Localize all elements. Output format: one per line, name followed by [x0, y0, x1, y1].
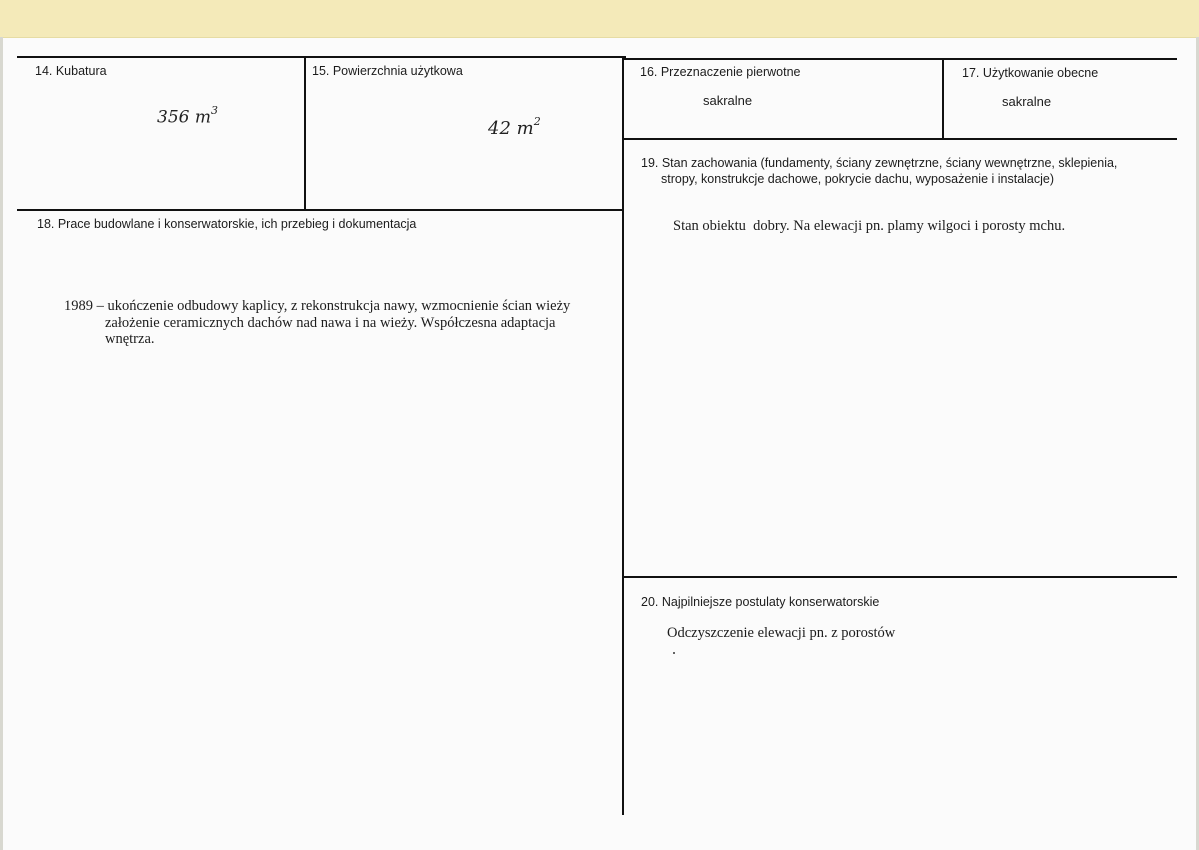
field-15-label: 15. Powierzchnia użytkowa [312, 64, 463, 78]
field-18-line-3: wnętrza. [105, 331, 155, 347]
field-19-label-line-2: stropy, konstrukcje dachowe, pokrycie dachu, wyposażenie i instalacje) [661, 172, 1055, 186]
field-14-number: 356 m [157, 107, 211, 128]
field-18-line-1: 1989 – ukończenie odbudowy kaplicy, z rekonstrukcja nawy, wzmocnienie ścian wieży [64, 298, 571, 314]
field-20-value: Odczyszczenie elewacji pn. z porostów [667, 625, 896, 641]
divider-16-17 [942, 59, 944, 139]
scan-left-edge [0, 37, 3, 850]
field-15-number: 42 m [488, 118, 534, 139]
top-border-left [17, 56, 626, 58]
field-16-value: sakralne [703, 93, 753, 108]
stray-dot-mark [673, 652, 675, 654]
row-divider-right-top [624, 138, 1177, 140]
top-tape-strip [0, 0, 1199, 38]
field-14-value [157, 106, 218, 128]
field-18-label: 18. Prace budowlane i konserwatorskie, ich przebieg i dokumentacja [37, 217, 417, 231]
field-17-label: 17. Użytkowanie obecne [962, 66, 1099, 80]
row-divider-left [17, 209, 624, 211]
field-19-value: Stan obiektu dobry. Na elewacji pn. plamy wilgoci i porosty mchu. [673, 218, 1066, 234]
field-15-unit-exponent: 2 [533, 115, 541, 128]
row-divider-right-bottom [624, 576, 1177, 578]
field-15-value [488, 117, 541, 139]
field-19-label-line-1: 19. Stan zachowania (fundamenty, ściany zewnętrzne, ściany wewnętrzne, sklepienia, [641, 156, 1118, 170]
top-border-right [624, 58, 1177, 60]
center-divider [622, 57, 624, 815]
field-20-label: 20. Najpilniejsze postulaty konserwatorskie [641, 595, 880, 609]
field-14-label: 14. Kubatura [35, 64, 107, 78]
divider-14-15 [304, 57, 306, 210]
field-14-unit-exponent: 3 [210, 104, 218, 117]
field-18-line-2: założenie ceramicznych dachów nad nawa i na wieży. Współczesna adaptacja [105, 315, 556, 331]
field-16-label: 16. Przeznaczenie pierwotne [640, 65, 801, 79]
field-17-value: sakralne [1002, 94, 1052, 109]
